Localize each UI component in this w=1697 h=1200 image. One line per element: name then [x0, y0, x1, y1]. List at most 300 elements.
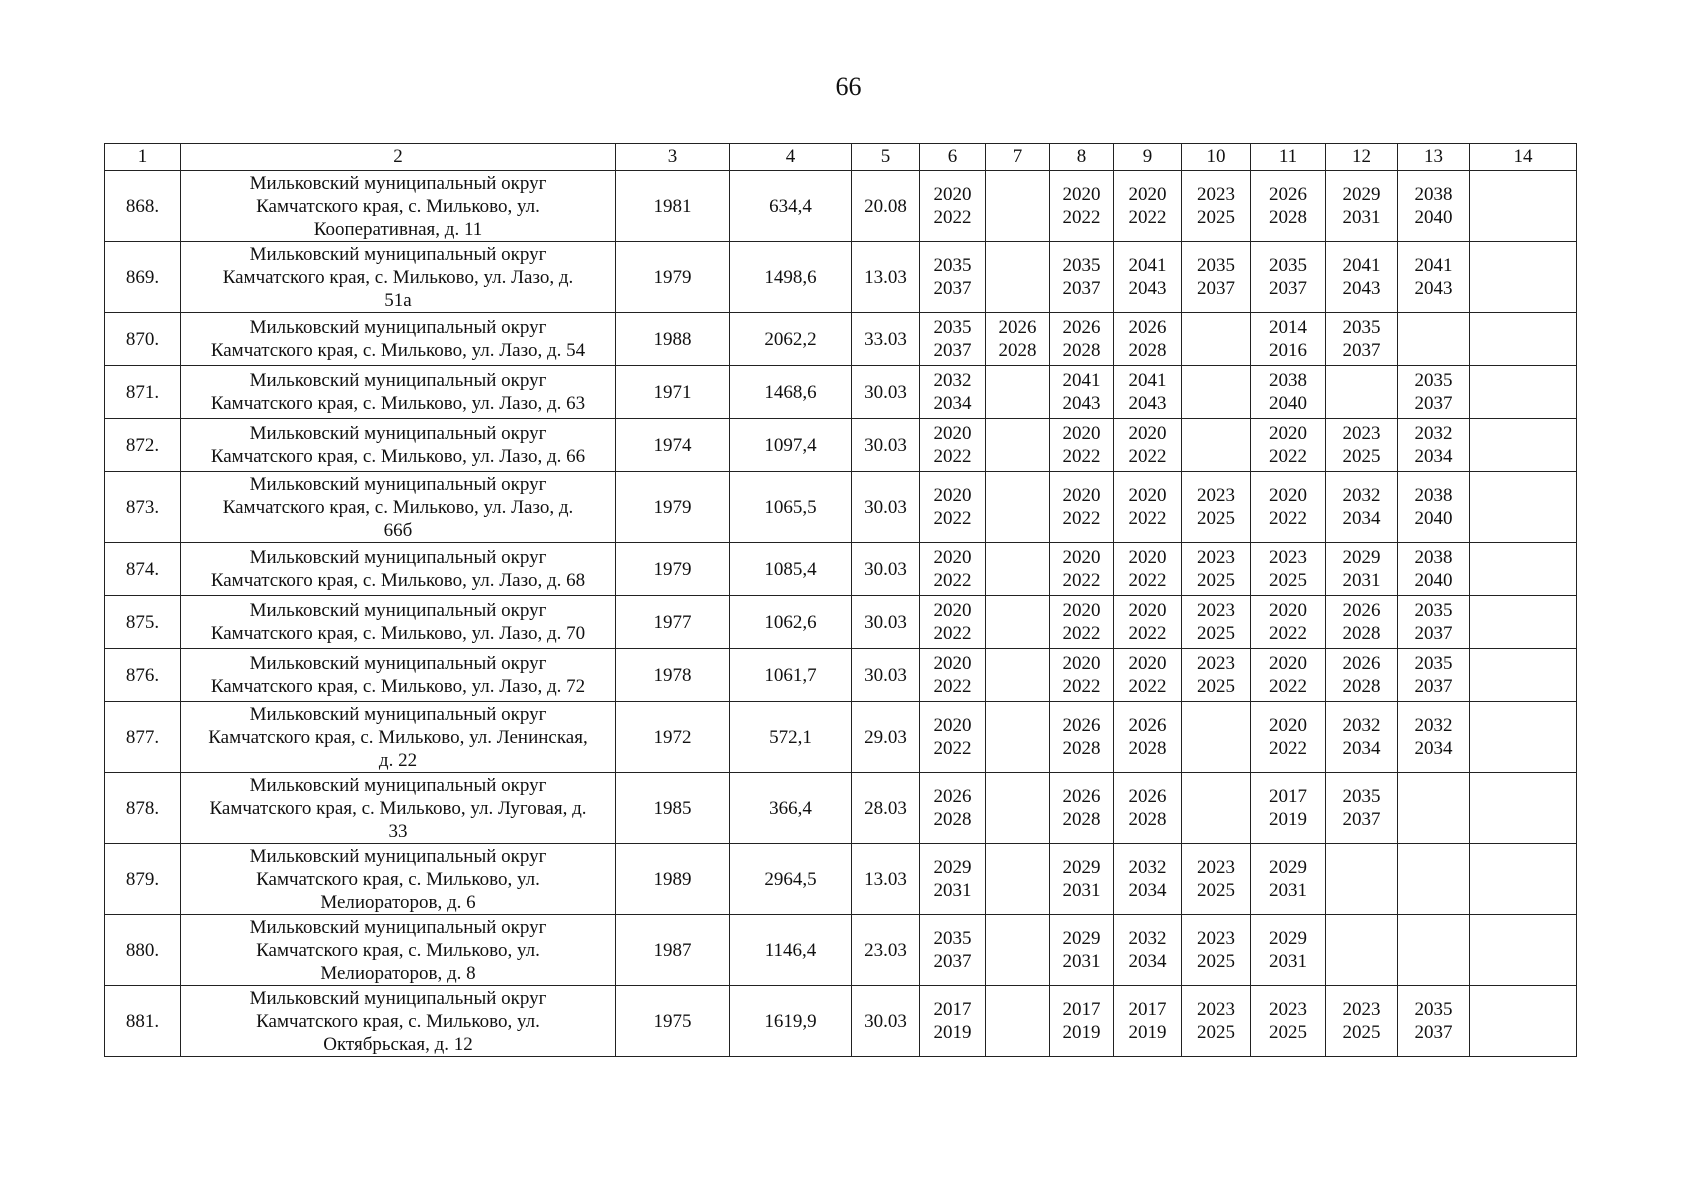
- area-cell: 1065,5: [730, 472, 852, 543]
- period-year: 2037: [1414, 1022, 1453, 1043]
- period-cell-c10: [1182, 419, 1251, 472]
- area-cell: 572,1: [730, 702, 852, 773]
- period-year: 2038: [1414, 485, 1453, 506]
- period-year: 2035: [1062, 255, 1101, 276]
- address-cell: [181, 702, 616, 773]
- period-cell-c13: [1398, 419, 1470, 472]
- column-header: 5: [852, 144, 920, 171]
- address-cell: [181, 915, 616, 986]
- period-cell-c7: [986, 844, 1050, 915]
- wear-cell: 30.03: [852, 366, 920, 419]
- period-cell-c7: [986, 596, 1050, 649]
- period-year: 2035: [1342, 317, 1381, 338]
- address-line: Камчатского края, с. Мильково, ул.: [256, 195, 540, 217]
- period-year: 2028: [1062, 738, 1101, 759]
- period-year: 2025: [1269, 570, 1307, 591]
- table-row: [105, 596, 1577, 649]
- period-year: 2043: [1062, 393, 1101, 414]
- period-year: 2023: [1197, 999, 1235, 1020]
- address-line: Мильковский муниципальный округ: [249, 370, 547, 391]
- column-header: 9: [1114, 144, 1182, 171]
- period-year: 2026: [1342, 600, 1381, 621]
- period-cell-c7: [986, 543, 1050, 596]
- period-year: 2038: [1269, 370, 1307, 391]
- wear-cell: 30.03: [852, 986, 920, 1057]
- period-cell-c12: [1326, 472, 1398, 543]
- period-year: 2035: [1414, 653, 1453, 674]
- period-cell-c6: [920, 366, 986, 419]
- period-year: 2028: [1128, 340, 1167, 361]
- period-cell-c14: [1470, 313, 1577, 366]
- period-year: 2026: [1128, 317, 1167, 338]
- table-row: [105, 844, 1577, 915]
- period-cell-c11: [1251, 915, 1326, 986]
- period-year: 2020: [933, 485, 972, 506]
- period-year: 2020: [933, 423, 972, 444]
- period-cell-c10: [1182, 649, 1251, 702]
- period-year: 2022: [1269, 623, 1307, 644]
- period-year: 2043: [1128, 393, 1167, 414]
- period-cell-c14: [1470, 171, 1577, 242]
- period-cell-c9: [1114, 844, 1182, 915]
- column-header: 7: [986, 144, 1050, 171]
- wear-cell: 30.03: [852, 596, 920, 649]
- address-line: Мильковский муниципальный округ: [249, 423, 547, 444]
- wear-cell: 29.03: [852, 702, 920, 773]
- period-cell-c10: [1182, 596, 1251, 649]
- column-header: 6: [920, 144, 986, 171]
- row-number-cell: 874.: [105, 543, 181, 596]
- period-year: 2026: [1128, 786, 1167, 807]
- period-year: 2032: [1128, 928, 1167, 949]
- period-cell-c10: [1182, 543, 1251, 596]
- column-header: 2: [181, 144, 616, 171]
- period-cell-c10: [1182, 702, 1251, 773]
- address-cell: [181, 366, 616, 419]
- area-cell: 1498,6: [730, 242, 852, 313]
- period-cell-c9: [1114, 649, 1182, 702]
- period-year: 2022: [1269, 508, 1307, 529]
- period-year: 2020: [933, 547, 972, 568]
- period-cell-c8: [1050, 773, 1114, 844]
- column-header: 12: [1326, 144, 1398, 171]
- period-year: 2037: [933, 951, 972, 972]
- period-year: 2035: [1269, 255, 1307, 276]
- address-line: Мильковский муниципальный округ: [249, 547, 547, 568]
- period-year: 2020: [1128, 423, 1167, 444]
- period-cell-c11: [1251, 844, 1326, 915]
- period-cell-c6: [920, 171, 986, 242]
- period-cell-c9: [1114, 313, 1182, 366]
- period-year: 2017: [1128, 999, 1167, 1020]
- address-cell: [181, 773, 616, 844]
- address-line: Мильковский муниципальный округ: [249, 653, 547, 674]
- year-built-cell: 1978: [616, 649, 730, 702]
- period-year: 2031: [933, 880, 972, 901]
- period-year: 2031: [1342, 570, 1381, 591]
- address-line: Мильковский муниципальный округ: [249, 774, 547, 796]
- period-cell-c13: [1398, 844, 1470, 915]
- wear-cell: 30.03: [852, 649, 920, 702]
- period-cell-c12: [1326, 242, 1398, 313]
- period-cell-c13: [1398, 596, 1470, 649]
- area-cell: 634,4: [730, 171, 852, 242]
- period-cell-c9: [1114, 543, 1182, 596]
- area-cell: 366,4: [730, 773, 852, 844]
- period-year: 2041: [1342, 255, 1381, 276]
- period-year: 2026: [1062, 317, 1101, 338]
- period-cell-c14: [1470, 242, 1577, 313]
- wear-cell: 30.03: [852, 419, 920, 472]
- area-cell: 1468,6: [730, 366, 852, 419]
- address-cell: [181, 649, 616, 702]
- period-cell-c12: [1326, 844, 1398, 915]
- period-year: 2019: [1062, 1022, 1101, 1043]
- period-year: 2014: [1269, 317, 1307, 338]
- period-year: 2037: [1414, 623, 1453, 644]
- address-line: Камчатского края, с. Мильково, ул. Лазо, д. 68: [210, 570, 586, 591]
- period-year: 2020: [1269, 423, 1307, 444]
- period-cell-c14: [1470, 366, 1577, 419]
- table-row: [105, 543, 1577, 596]
- period-year: 2023: [1269, 999, 1307, 1020]
- period-year: 2022: [1062, 207, 1101, 228]
- period-year: 2031: [1269, 880, 1307, 901]
- period-year: 2023: [1269, 547, 1307, 568]
- table-row: [105, 242, 1577, 313]
- period-cell-c6: [920, 915, 986, 986]
- period-year: 2022: [1128, 623, 1167, 644]
- period-year: 2028: [1062, 340, 1101, 361]
- period-cell-c13: [1398, 313, 1470, 366]
- period-year: 2022: [1128, 207, 1167, 228]
- period-year: 2043: [1414, 278, 1453, 299]
- period-cell-c14: [1470, 915, 1577, 986]
- address-line: 33: [388, 820, 408, 842]
- period-year: 2022: [933, 446, 972, 467]
- year-built-cell: 1972: [616, 702, 730, 773]
- period-year: 2020: [1269, 600, 1307, 621]
- period-year: 2020: [933, 653, 972, 674]
- year-built-cell: 1988: [616, 313, 730, 366]
- period-year: 2020: [1269, 653, 1307, 674]
- table-row: [105, 702, 1577, 773]
- year-built-cell: 1977: [616, 596, 730, 649]
- table-row: [105, 986, 1577, 1057]
- period-cell-c11: [1251, 543, 1326, 596]
- period-cell-c11: [1251, 366, 1326, 419]
- address-line: Камчатского края, с. Мильково, ул.: [256, 1010, 540, 1032]
- period-cell-c14: [1470, 472, 1577, 543]
- period-cell-c6: [920, 543, 986, 596]
- table-row: [105, 915, 1577, 986]
- period-year: 2028: [1128, 738, 1167, 759]
- period-cell-c8: [1050, 915, 1114, 986]
- period-year: 2020: [1062, 600, 1101, 621]
- period-year: 2017: [1269, 786, 1307, 807]
- column-header: 3: [616, 144, 730, 171]
- period-year: 2031: [1342, 207, 1381, 228]
- period-year: 2020: [1062, 184, 1101, 205]
- address-cell: [181, 313, 616, 366]
- period-year: 2029: [1062, 928, 1101, 949]
- period-year: 2020: [1062, 547, 1101, 568]
- address-line: 51а: [384, 289, 412, 311]
- area-cell: 1062,6: [730, 596, 852, 649]
- row-number-cell: 872.: [105, 419, 181, 472]
- period-year: 2029: [1269, 857, 1307, 878]
- address-cell: [181, 596, 616, 649]
- row-number-cell: 880.: [105, 915, 181, 986]
- period-year: 2022: [1062, 570, 1101, 591]
- period-year: 2037: [1342, 809, 1381, 830]
- period-cell-c12: [1326, 313, 1398, 366]
- period-year: 2041: [1414, 255, 1453, 276]
- wear-cell: 28.03: [852, 773, 920, 844]
- address-line: Мелиораторов, д. 8: [320, 962, 476, 984]
- address-cell: [181, 543, 616, 596]
- address-cell: [181, 986, 616, 1057]
- row-number-cell: 869.: [105, 242, 181, 313]
- period-cell-c8: [1050, 702, 1114, 773]
- period-year: 2035: [1414, 999, 1453, 1020]
- period-cell-c11: [1251, 171, 1326, 242]
- period-year: 2028: [933, 809, 972, 830]
- period-year: 2041: [1128, 370, 1167, 391]
- table-row: [105, 313, 1577, 366]
- period-year: 2022: [1269, 446, 1307, 467]
- period-year: 2022: [1128, 508, 1167, 529]
- period-year: 2026: [1062, 786, 1101, 807]
- address-line: Мильковский муниципальный округ: [249, 845, 547, 867]
- period-year: 2037: [1414, 676, 1453, 697]
- period-cell-c10: [1182, 242, 1251, 313]
- period-year: 2035: [933, 928, 972, 949]
- period-cell-c9: [1114, 171, 1182, 242]
- period-cell-c6: [920, 472, 986, 543]
- table-row: [105, 171, 1577, 242]
- wear-cell: 33.03: [852, 313, 920, 366]
- period-year: 2029: [933, 857, 972, 878]
- period-cell-c11: [1251, 472, 1326, 543]
- period-cell-c11: [1251, 773, 1326, 844]
- period-cell-c9: [1114, 242, 1182, 313]
- address-line: Мильковский муниципальный округ: [249, 703, 547, 725]
- period-cell-c14: [1470, 649, 1577, 702]
- address-line: Камчатского края, с. Мильково, ул. Лазо, д.: [222, 496, 574, 518]
- area-cell: 2964,5: [730, 844, 852, 915]
- period-year: 2022: [1269, 738, 1307, 759]
- period-year: 2025: [1269, 1022, 1307, 1043]
- period-year: 2026: [1062, 715, 1101, 736]
- period-year: 2020: [1062, 653, 1101, 674]
- period-year: 2026: [1269, 184, 1307, 205]
- period-cell-c12: [1326, 649, 1398, 702]
- period-cell-c9: [1114, 986, 1182, 1057]
- period-year: 2020: [933, 600, 972, 621]
- period-cell-c13: [1398, 171, 1470, 242]
- address-line: Мильковский муниципальный округ: [249, 172, 547, 194]
- address-line: Камчатского края, с. Мильково, ул. Луговая, д.: [209, 797, 587, 819]
- area-cell: 1097,4: [730, 419, 852, 472]
- period-year: 2022: [1062, 446, 1101, 467]
- address-line: Октябрьская, д. 12: [323, 1033, 473, 1055]
- period-year: 2022: [933, 623, 972, 644]
- period-year: 2040: [1414, 570, 1453, 591]
- period-cell-c10: [1182, 773, 1251, 844]
- period-cell-c8: [1050, 419, 1114, 472]
- period-cell-c13: [1398, 543, 1470, 596]
- period-cell-c6: [920, 986, 986, 1057]
- wear-cell: 13.03: [852, 844, 920, 915]
- period-year: 2022: [1128, 676, 1167, 697]
- period-cell-c10: [1182, 171, 1251, 242]
- period-year: 2026: [1128, 715, 1167, 736]
- address-line: Камчатского края, с. Мильково, ул.: [256, 868, 540, 890]
- period-cell-c14: [1470, 419, 1577, 472]
- period-cell-c7: [986, 366, 1050, 419]
- period-year: 2029: [1342, 184, 1381, 205]
- column-header: 1: [105, 144, 181, 171]
- period-cell-c11: [1251, 419, 1326, 472]
- year-built-cell: 1975: [616, 986, 730, 1057]
- period-cell-c9: [1114, 915, 1182, 986]
- period-cell-c7: [986, 242, 1050, 313]
- period-cell-c14: [1470, 986, 1577, 1057]
- period-year: 2020: [1128, 547, 1167, 568]
- period-year: 2028: [1342, 676, 1381, 697]
- period-cell-c10: [1182, 472, 1251, 543]
- period-year: 2025: [1197, 951, 1235, 972]
- period-year: 2035: [933, 317, 972, 338]
- period-year: 2037: [933, 278, 972, 299]
- period-cell-c9: [1114, 773, 1182, 844]
- period-year: 2040: [1414, 207, 1453, 228]
- period-year: 2020: [933, 715, 972, 736]
- period-cell-c6: [920, 313, 986, 366]
- period-year: 2035: [1197, 255, 1235, 276]
- table-row: [105, 472, 1577, 543]
- year-built-cell: 1989: [616, 844, 730, 915]
- period-cell-c8: [1050, 366, 1114, 419]
- period-cell-c8: [1050, 986, 1114, 1057]
- address-line: 66б: [383, 519, 413, 541]
- period-year: 2019: [1269, 809, 1307, 830]
- period-year: 2035: [1414, 370, 1453, 391]
- period-year: 2031: [1269, 951, 1307, 972]
- period-cell-c13: [1398, 986, 1470, 1057]
- address-line: Камчатского края, с. Мильково, ул. Лазо, д.: [222, 266, 574, 288]
- period-year: 2026: [998, 317, 1037, 338]
- period-year: 2029: [1062, 857, 1101, 878]
- period-cell-c11: [1251, 649, 1326, 702]
- period-year: 2043: [1342, 278, 1381, 299]
- period-cell-c9: [1114, 596, 1182, 649]
- period-year: 2016: [1269, 340, 1307, 361]
- period-cell-c9: [1114, 472, 1182, 543]
- column-header: 13: [1398, 144, 1470, 171]
- period-cell-c12: [1326, 543, 1398, 596]
- period-year: 2034: [1128, 951, 1167, 972]
- period-year: 2022: [1128, 570, 1167, 591]
- period-cell-c10: [1182, 366, 1251, 419]
- period-cell-c7: [986, 702, 1050, 773]
- column-header: 4: [730, 144, 852, 171]
- period-cell-c13: [1398, 472, 1470, 543]
- period-cell-c8: [1050, 543, 1114, 596]
- period-year: 2023: [1197, 547, 1235, 568]
- period-year: 2034: [933, 393, 972, 414]
- period-cell-c10: [1182, 844, 1251, 915]
- period-cell-c12: [1326, 773, 1398, 844]
- column-header: 11: [1251, 144, 1326, 171]
- period-year: 2037: [1197, 278, 1235, 299]
- row-number-cell: 881.: [105, 986, 181, 1057]
- period-cell-c10: [1182, 986, 1251, 1057]
- row-number-cell: 871.: [105, 366, 181, 419]
- address-line: Мильковский муниципальный округ: [249, 916, 547, 938]
- period-year: 2032: [1414, 715, 1453, 736]
- row-number-cell: 868.: [105, 171, 181, 242]
- address-line: Камчатского края, с. Мильково, ул. Лазо, д. 66: [210, 446, 586, 467]
- period-cell-c6: [920, 649, 986, 702]
- period-year: 2037: [1342, 340, 1381, 361]
- period-cell-c14: [1470, 844, 1577, 915]
- column-header: 10: [1182, 144, 1251, 171]
- period-year: 2017: [933, 999, 972, 1020]
- column-header: 14: [1470, 144, 1577, 171]
- period-year: 2022: [1269, 676, 1307, 697]
- period-cell-c8: [1050, 844, 1114, 915]
- period-year: 2023: [1197, 857, 1235, 878]
- period-cell-c7: [986, 313, 1050, 366]
- period-year: 2032: [933, 370, 972, 391]
- period-cell-c6: [920, 702, 986, 773]
- period-cell-c11: [1251, 242, 1326, 313]
- period-cell-c12: [1326, 171, 1398, 242]
- period-cell-c9: [1114, 419, 1182, 472]
- address-cell: [181, 242, 616, 313]
- period-year: 2043: [1128, 278, 1167, 299]
- period-cell-c6: [920, 596, 986, 649]
- period-year: 2023: [1197, 184, 1235, 205]
- period-year: 2022: [1062, 676, 1101, 697]
- period-cell-c8: [1050, 242, 1114, 313]
- period-year: 2020: [1269, 485, 1307, 506]
- address-cell: [181, 844, 616, 915]
- table-row: [105, 773, 1577, 844]
- address-line: Мильковский муниципальный округ: [249, 473, 547, 495]
- period-year: 2025: [1197, 1022, 1235, 1043]
- period-year: 2025: [1197, 880, 1235, 901]
- period-year: 2034: [1342, 508, 1381, 529]
- period-year: 2029: [1269, 928, 1307, 949]
- address-line: Кооперативная, д. 11: [313, 218, 483, 240]
- address-line: Камчатского края, с. Мильково, ул.: [256, 939, 540, 961]
- period-year: 2025: [1197, 676, 1235, 697]
- period-year: 2035: [1414, 600, 1453, 621]
- wear-cell: 23.03: [852, 915, 920, 986]
- period-year: 2023: [1197, 600, 1235, 621]
- period-cell-c11: [1251, 986, 1326, 1057]
- period-year: 2035: [933, 255, 972, 276]
- address-line: Камчатского края, с. Мильково, ул. Ленинская,: [208, 726, 588, 748]
- row-number-cell: 870.: [105, 313, 181, 366]
- period-year: 2017: [1062, 999, 1101, 1020]
- wear-cell: 13.03: [852, 242, 920, 313]
- period-year: 2040: [1269, 393, 1307, 414]
- year-built-cell: 1979: [616, 472, 730, 543]
